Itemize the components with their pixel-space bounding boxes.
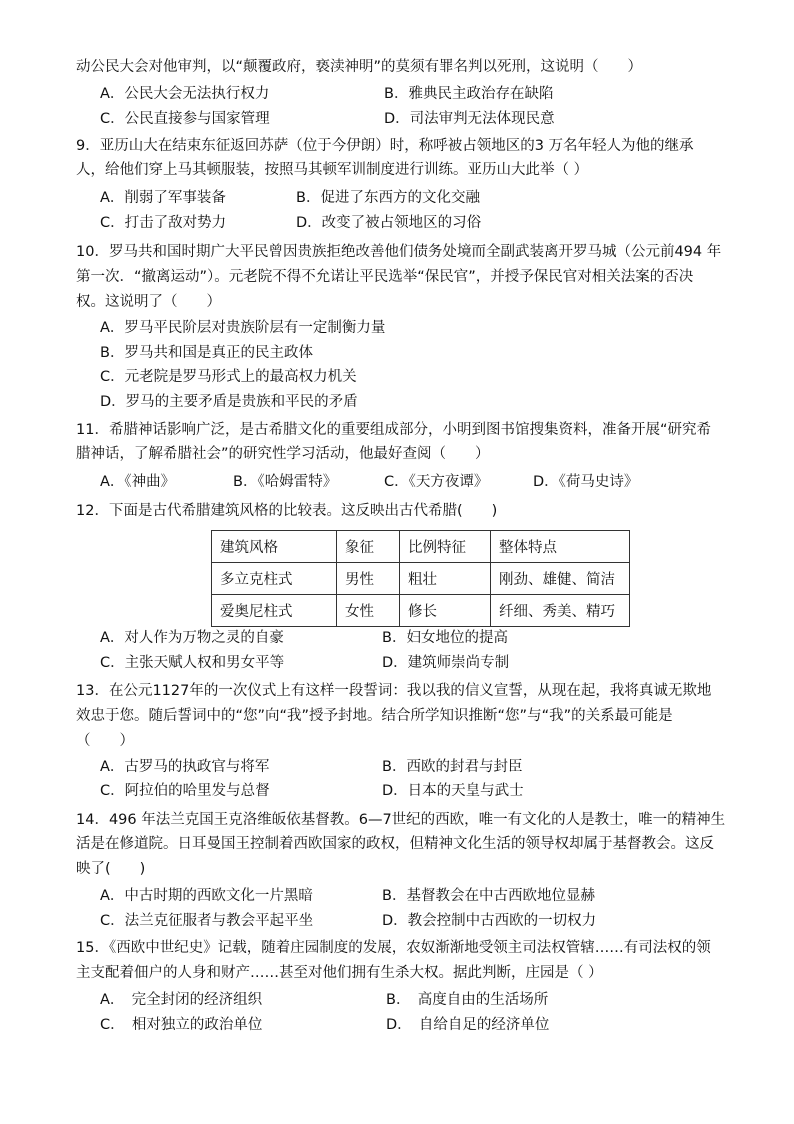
- table-cell: 刚劲、雄健、简洁: [491, 563, 630, 595]
- q14-option-d[interactable]: D．教会控制中古西欧的一切权力: [382, 913, 597, 929]
- q14-option-a[interactable]: A．中古时期的西欧文化一片黑暗: [100, 888, 313, 904]
- q13-option-a[interactable]: A．古罗马的执政官与将军: [100, 759, 270, 775]
- q15-option-d[interactable]: D． 自给自足的经济单位: [386, 1017, 550, 1033]
- q14-stem-line-3: 映了( ): [76, 861, 146, 877]
- q8-option-d[interactable]: D．司法审判无法体现民意: [384, 111, 555, 127]
- q11-stem-line-2: 腊神话，了解希腊社会”的研究性学习活动，他最好查阅（ ）: [76, 446, 490, 462]
- table-header-cell: 建筑风格: [212, 531, 337, 563]
- q13-stem-line-2: 效忠于您。随后誓词中的“您”向“我”授予封地。结合所学知识推断“您”与“我”的关系最可能是: [76, 708, 673, 724]
- table-cell: 纤细、秀美、精巧: [491, 595, 630, 627]
- q9-option-d[interactable]: D．改变了被占领地区的习俗: [296, 215, 482, 231]
- table-header-row: [212, 531, 630, 563]
- q8-option-a[interactable]: A．公民大会无法执行权力: [100, 86, 270, 102]
- q12-stem: 12．下面是古代希腊建筑风格的比较表。这反映出古代希腊( ): [76, 503, 498, 519]
- q11-option-d[interactable]: D．《荷马史诗》: [533, 474, 639, 490]
- table-cell: 女性: [337, 595, 400, 627]
- q9-option-c[interactable]: C．打击了敌对势力: [100, 215, 227, 231]
- q10-option-a[interactable]: A．罗马平民阶层对贵族阶层有一定制衡力量: [100, 320, 386, 336]
- q10-stem-line-1: 10．罗马共和国时期广大平民曾因贵族拒绝改善他们债务处境而全副武装离开罗马城（公元前494 年: [76, 244, 722, 260]
- q10-stem-line-3: 权。这说明了（ ）: [76, 294, 221, 310]
- table-header-cell: 比例特征: [400, 531, 491, 563]
- q9-stem-line-2: 人，给他们穿上马其顿服装，按照马其顿军训制度进行训练。亚历山大此举（ ）: [76, 162, 589, 178]
- q10-option-b[interactable]: B．罗马共和国是真正的民主政体: [100, 345, 313, 361]
- q8-option-c[interactable]: C．公民直接参与国家管理: [100, 111, 270, 127]
- table-row: [212, 595, 630, 627]
- q14-stem-line-1: 14．496 年法兰克国王克洛维皈依基督教。6—7世纪的西欧，唯一有文化的人是教士，唯一的精神生: [76, 812, 726, 828]
- q9-stem-line-1: 9．亚历山大在结束东征返回苏萨（位于今伊朗）时，称呼被占领地区的3 万名年轻人为他的继承: [76, 138, 694, 154]
- q8-stem-tail: 动公民大会对他审判，以“颠覆政府，亵渎神明”的莫须有罪名判以死刑，这说明（ ）: [76, 59, 643, 75]
- q15-option-a[interactable]: A． 完全封闭的经济组织: [100, 992, 263, 1008]
- table-cell: 粗壮: [400, 563, 491, 595]
- q8-option-b[interactable]: B．雅典民主政治存在缺陷: [384, 86, 554, 102]
- q12-option-c[interactable]: C．主张天赋人权和男女平等: [100, 655, 285, 671]
- q10-stem-line-2: 第一次．“撤离运动”）。元老院不得不允诺让平民选举“保民官”，并授予保民官对相关法案的否决: [76, 269, 694, 285]
- q12-option-a[interactable]: A．对人作为万物之灵的自豪: [100, 630, 284, 646]
- table-cell: 爱奥尼柱式: [212, 595, 337, 627]
- q13-stem-line-3: （ ）: [76, 733, 134, 749]
- q15-option-c[interactable]: C． 相对独立的政治单位: [100, 1017, 263, 1033]
- architecture-comparison-table: [211, 530, 630, 627]
- q14-option-c[interactable]: C．法兰克征服者与教会平起平坐: [100, 913, 314, 929]
- table-cell: 男性: [337, 563, 400, 595]
- q10-option-c[interactable]: C．元老院是罗马形式上的最高权力机关: [100, 369, 357, 385]
- q13-option-b[interactable]: B．西欧的封君与封臣: [382, 759, 523, 775]
- q13-stem-line-1: 13．在公元1127年的一次仪式上有这样一段誓词：我以我的信义宣誓，从现在起，我将真诚无欺地: [76, 683, 712, 699]
- q14-stem-line-2: 活是在修道院。日耳曼国王控制着西欧国家的政权，但精神文化生活的领导权却属于基督教会。这反: [76, 836, 714, 852]
- q11-option-a[interactable]: A．《神曲》: [100, 474, 176, 490]
- q11-option-b[interactable]: B．《哈姆雷特》: [233, 474, 338, 490]
- q15-option-b[interactable]: B． 高度自由的生活场所: [386, 992, 549, 1008]
- q12-option-b[interactable]: B．妇女地位的提高: [382, 630, 508, 646]
- q13-option-c[interactable]: C．阿拉伯的哈里发与总督: [100, 783, 270, 799]
- q15-stem-line-2: 主支配着佃户的人身和财产……甚至对他们拥有生杀大权。据此判断，庄园是（ ）: [76, 965, 603, 981]
- q9-option-b[interactable]: B．促进了东西方的文化交融: [296, 190, 480, 206]
- q15-stem-line-1: 15．《西欧中世纪史》记载，随着庄园制度的发展，农奴渐渐地受领主司法权管辖……有司法权的领: [76, 940, 711, 956]
- q11-option-c[interactable]: C．《天方夜谭》: [384, 474, 489, 490]
- table-header-cell: 象征: [337, 531, 400, 563]
- q14-option-b[interactable]: B．基督教会在中古西欧地位显赫: [382, 888, 595, 904]
- table-row: [212, 563, 630, 595]
- q11-stem-line-1: 11．希腊神话影响广泛，是古希腊文化的重要组成部分，小明到图书馆搜集资料，准备开展“研究希: [76, 422, 711, 438]
- table-header-cell: 整体特点: [491, 531, 630, 563]
- table-cell: 修长: [400, 595, 491, 627]
- table-cell: 多立克柱式: [212, 563, 337, 595]
- q10-option-d[interactable]: D．罗马的主要矛盾是贵族和平民的矛盾: [100, 394, 358, 410]
- q12-option-d[interactable]: D．建筑师崇尚专制: [382, 655, 510, 671]
- q13-option-d[interactable]: D．日本的天皇与武士: [382, 783, 524, 799]
- q9-option-a[interactable]: A．削弱了军事装备: [100, 190, 226, 206]
